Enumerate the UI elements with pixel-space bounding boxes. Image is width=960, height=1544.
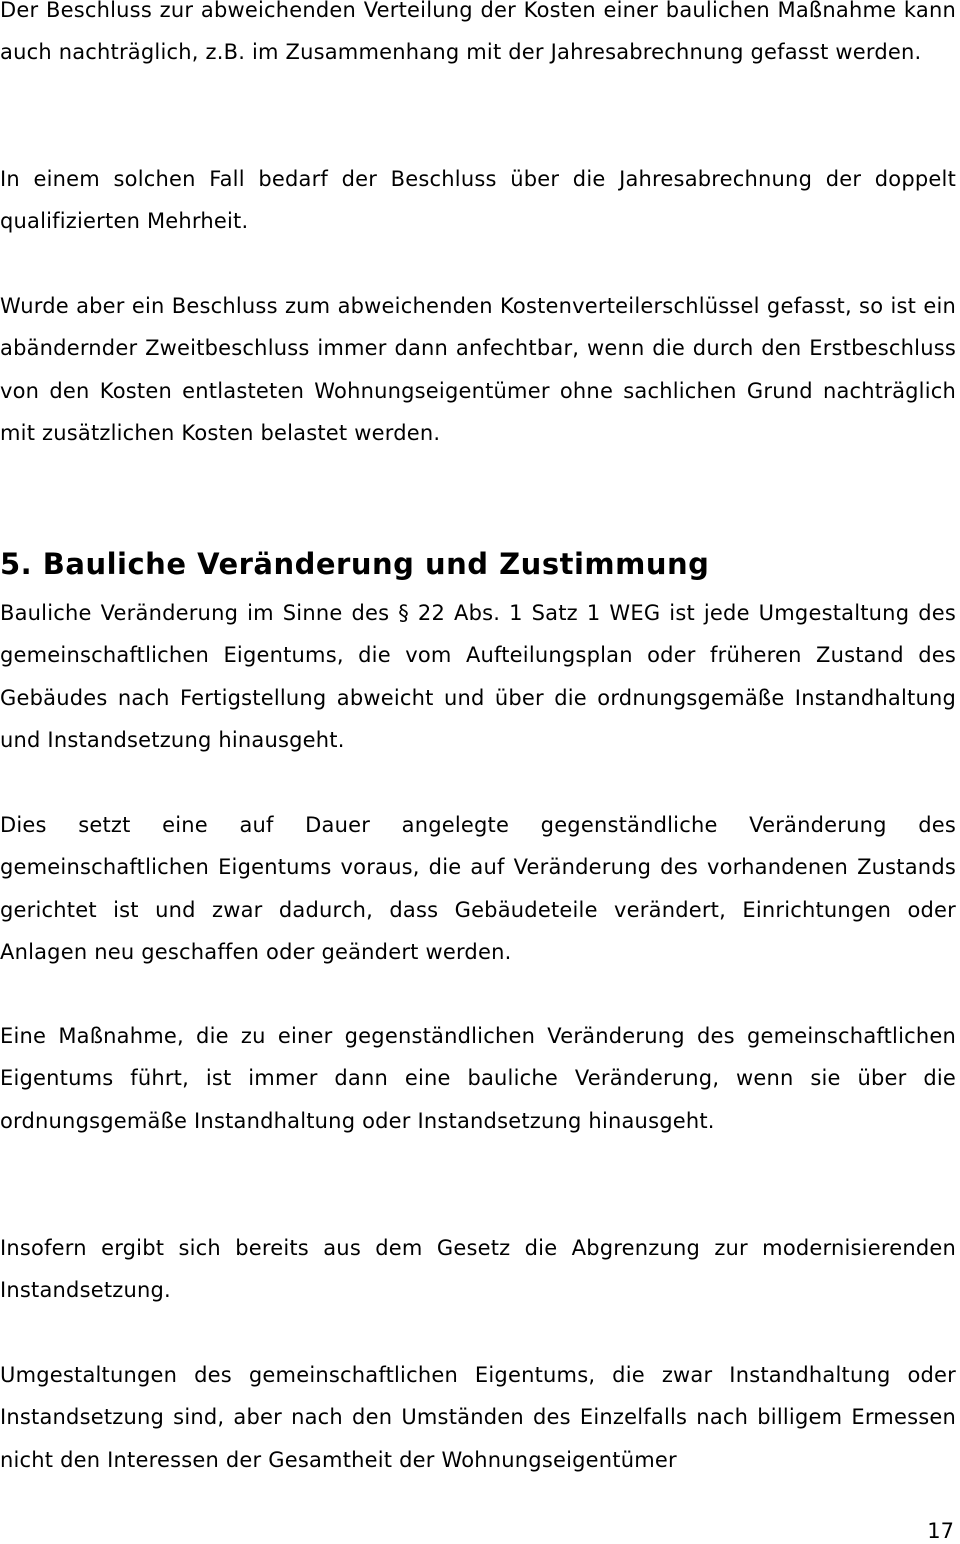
section-heading: 5. Bauliche Veränderung und Zustimmung xyxy=(0,547,710,581)
page-number: 17 xyxy=(927,1519,954,1543)
paragraph-cost-distribution: Der Beschluss zur abweichenden Verteilung der Kosten einer baulichen Maßnahme kann auch nachträglich, z.B. im Zusammenhang mit der Jahresabrechnung gefasst werden. xyxy=(0,0,956,65)
paragraph-definition: Bauliche Veränderung im Sinne des § 22 Abs. 1 Satz 1 WEG ist jede Umgestaltung des gemeinschaftlichen Eigentums, die vom Aufteilungsplan oder früheren Zustand des Gebäudes nach Fertigstellung abweicht und über die ordnungsgemäße Instandhaltung und Instandsetzung hinausgeht. xyxy=(0,601,956,752)
paragraph-measure: Eine Maßnahme, die zu einer gegenständlichen Veränderung des gemeinschaftlichen Eigentums führt, ist immer dann eine bauliche Veränderung, wenn sie über die ordnungsgemäße Instandhaltung oder Instandsetzung hinausgeht. xyxy=(0,1024,956,1133)
paragraph-reorganization: Umgestaltungen des gemeinschaftlichen Eigentums, die zwar Instandhaltung oder Instandsetzung sind, aber nach den Umständen des Einzelfalls nach billigem Ermessen nicht den Interessen der Gesamtheit der Wohnungseigentümer xyxy=(0,1363,956,1472)
paragraph-delimitation: Insofern ergibt sich bereits aus dem Gesetz die Abgrenzung zur modernisierenden Instandsetzung. xyxy=(0,1236,956,1303)
paragraph-second-resolution: Wurde aber ein Beschluss zum abweichenden Kostenverteilerschlüssel gefasst, so ist ein abändernder Zweitbeschluss immer dann anfechtbar, wenn die durch den Erstbeschluss von den Kosten entlasteten Wohnungseigentümer ohne sachlichen Grund nachträglich mit zusätzlichen Kosten belastet werden. xyxy=(0,294,956,445)
paragraph-qualified-majority: In einem solchen Fall bedarf der Beschluss über die Jahresabrechnung der doppelt qualifizierten Mehrheit. xyxy=(0,167,956,234)
paragraph-requirement: Dies setzt eine auf Dauer angelegte gegenständliche Veränderung des gemeinschaftlichen Eigentums voraus, die auf Veränderung des vorhandenen Zustands gerichtet ist und zwar dadurch, dass Gebäudeteile verändert, Einrichtungen oder Anlagen neu geschaffen oder geändert werden. xyxy=(0,813,956,964)
